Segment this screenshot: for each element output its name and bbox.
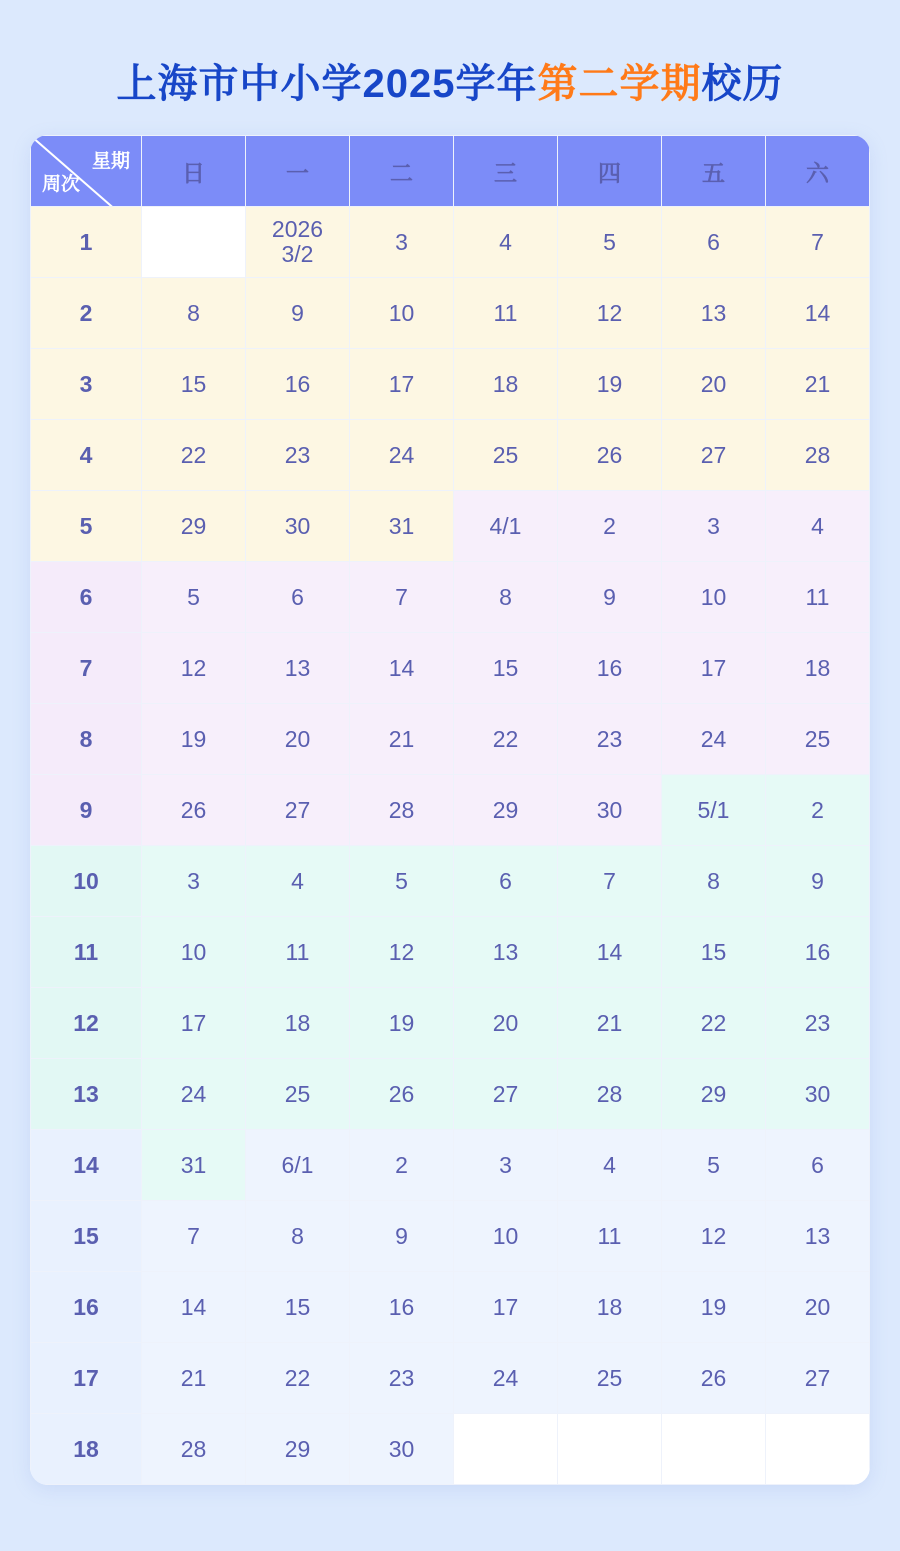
- date-cell: 29: [454, 775, 558, 846]
- calendar-header: [31, 136, 870, 207]
- date-cell: 16: [246, 349, 350, 420]
- date-cell: 15: [142, 349, 246, 420]
- date-cell: 30: [766, 1059, 870, 1130]
- date-cell: 18: [246, 988, 350, 1059]
- table-row: [31, 207, 870, 278]
- header-day-tue: 二: [350, 136, 454, 207]
- date-cell: 23: [350, 1343, 454, 1414]
- date-cell: 10: [454, 1201, 558, 1272]
- date-cell: 25: [766, 704, 870, 775]
- table-row: [31, 775, 870, 846]
- header-day-sun: 日: [142, 136, 246, 207]
- date-cell: 25: [558, 1343, 662, 1414]
- date-cell: 4/1: [454, 491, 558, 562]
- header-day-sat: 六: [766, 136, 870, 207]
- week-number-cell: 18: [31, 1414, 142, 1485]
- date-cell: 19: [350, 988, 454, 1059]
- date-cell: 7: [766, 207, 870, 278]
- empty-cell: [662, 1414, 766, 1485]
- date-cell: 20: [766, 1272, 870, 1343]
- date-cell: 3: [454, 1130, 558, 1201]
- title-part-three: 校历: [701, 62, 784, 106]
- date-cell: 13: [246, 633, 350, 704]
- date-cell: 23: [766, 988, 870, 1059]
- date-cell: 15: [662, 917, 766, 988]
- date-cell: 21: [558, 988, 662, 1059]
- date-cell: 27: [246, 775, 350, 846]
- date-cell: 30: [246, 491, 350, 562]
- header-day-wed: 三: [454, 136, 558, 207]
- date-cell: 24: [454, 1343, 558, 1414]
- date-cell: 12: [558, 278, 662, 349]
- date-cell: 12: [662, 1201, 766, 1272]
- date-cell: 5: [558, 207, 662, 278]
- page-title: [0, 0, 900, 109]
- table-row: [31, 1414, 870, 1485]
- table-row: [31, 278, 870, 349]
- date-cell: 27: [454, 1059, 558, 1130]
- date-cell: 27: [662, 420, 766, 491]
- date-cell: 21: [350, 704, 454, 775]
- week-number-cell: 15: [31, 1201, 142, 1272]
- date-cell: 14: [350, 633, 454, 704]
- date-cell: 28: [558, 1059, 662, 1130]
- header-day-mon: 一: [246, 136, 350, 207]
- date-cell: 9: [246, 278, 350, 349]
- title-part-highlight: 第二学期: [537, 62, 702, 106]
- week-number-cell: 11: [31, 917, 142, 988]
- date-cell: 30: [558, 775, 662, 846]
- calendar-header-row: [31, 136, 870, 207]
- week-number-cell: 3: [31, 349, 142, 420]
- date-cell: 3: [662, 491, 766, 562]
- date-cell: 11: [246, 917, 350, 988]
- table-row: [31, 1201, 870, 1272]
- date-cell: 16: [350, 1272, 454, 1343]
- date-cell: 26: [350, 1059, 454, 1130]
- date-cell: 22: [454, 704, 558, 775]
- table-row: [31, 491, 870, 562]
- date-cell: [246, 207, 350, 278]
- date-cell: 29: [246, 1414, 350, 1485]
- date-cell: 13: [662, 278, 766, 349]
- table-row: [31, 349, 870, 420]
- date-cell: 20: [246, 704, 350, 775]
- date-cell: 3: [142, 846, 246, 917]
- date-cell: 21: [766, 349, 870, 420]
- table-row: [31, 988, 870, 1059]
- week-number-cell: 16: [31, 1272, 142, 1343]
- title-part-one: 上海市中小学2025学年: [116, 62, 538, 106]
- date-label: 3/2: [281, 241, 314, 267]
- date-cell: 3: [350, 207, 454, 278]
- date-cell: 26: [142, 775, 246, 846]
- date-cell: 27: [766, 1343, 870, 1414]
- date-cell: 31: [142, 1130, 246, 1201]
- date-cell: 17: [350, 349, 454, 420]
- date-cell: 5: [142, 562, 246, 633]
- empty-cell: [142, 207, 246, 278]
- week-number-cell: 12: [31, 988, 142, 1059]
- header-weekday-label: 星期: [91, 151, 130, 172]
- date-cell: 18: [558, 1272, 662, 1343]
- date-cell: 6: [766, 1130, 870, 1201]
- table-row: [31, 562, 870, 633]
- date-cell: 10: [350, 278, 454, 349]
- calendar-card: [30, 135, 870, 1485]
- date-cell: 26: [662, 1343, 766, 1414]
- date-cell: 22: [662, 988, 766, 1059]
- date-cell: 23: [246, 420, 350, 491]
- table-row: [31, 420, 870, 491]
- date-cell: 20: [662, 349, 766, 420]
- date-cell: 29: [142, 491, 246, 562]
- week-number-cell: 6: [31, 562, 142, 633]
- date-cell: 25: [246, 1059, 350, 1130]
- date-cell: 28: [766, 420, 870, 491]
- date-cell: 18: [766, 633, 870, 704]
- date-cell: 13: [766, 1201, 870, 1272]
- date-cell: 8: [246, 1201, 350, 1272]
- table-row: [31, 1130, 870, 1201]
- table-row: [31, 917, 870, 988]
- date-cell: 16: [558, 633, 662, 704]
- week-number-cell: 9: [31, 775, 142, 846]
- date-cell: 14: [558, 917, 662, 988]
- date-cell: 8: [662, 846, 766, 917]
- date-cell: 13: [454, 917, 558, 988]
- date-cell: 2: [350, 1130, 454, 1201]
- table-row: [31, 704, 870, 775]
- header-day-thu: 四: [558, 136, 662, 207]
- date-cell: 25: [454, 420, 558, 491]
- date-cell: 22: [246, 1343, 350, 1414]
- date-cell: 14: [142, 1272, 246, 1343]
- date-cell: 15: [246, 1272, 350, 1343]
- date-cell: 4: [558, 1130, 662, 1201]
- date-cell: 11: [558, 1201, 662, 1272]
- week-number-cell: 8: [31, 704, 142, 775]
- year-label: 2026: [271, 215, 324, 242]
- date-cell: 2: [766, 775, 870, 846]
- date-cell: 16: [766, 917, 870, 988]
- header-weeknum-label: 周次: [42, 174, 81, 195]
- date-cell: 24: [350, 420, 454, 491]
- date-cell: 9: [558, 562, 662, 633]
- date-cell: 21: [142, 1343, 246, 1414]
- week-number-cell: 17: [31, 1343, 142, 1414]
- date-cell: 6/1: [246, 1130, 350, 1201]
- date-cell: 9: [766, 846, 870, 917]
- date-cell: 5/1: [662, 775, 766, 846]
- table-row: [31, 633, 870, 704]
- empty-cell: [766, 1414, 870, 1485]
- date-cell: 19: [142, 704, 246, 775]
- week-number-cell: 2: [31, 278, 142, 349]
- date-cell: 10: [662, 562, 766, 633]
- date-cell: 11: [766, 562, 870, 633]
- date-cell: 22: [142, 420, 246, 491]
- date-cell: 23: [558, 704, 662, 775]
- table-row: [31, 846, 870, 917]
- date-cell: 19: [558, 349, 662, 420]
- school-calendar-table: [30, 135, 870, 1485]
- date-cell: 17: [662, 633, 766, 704]
- week-number-cell: 4: [31, 420, 142, 491]
- calendar-body: [31, 207, 870, 1485]
- week-number-cell: 1: [31, 207, 142, 278]
- table-row: [31, 1272, 870, 1343]
- date-cell: 2: [558, 491, 662, 562]
- date-cell: 31: [350, 491, 454, 562]
- date-cell: 6: [454, 846, 558, 917]
- date-cell: 11: [454, 278, 558, 349]
- date-cell: 8: [454, 562, 558, 633]
- date-cell: 14: [766, 278, 870, 349]
- date-cell: 20: [454, 988, 558, 1059]
- date-cell: 24: [662, 704, 766, 775]
- date-cell: 9: [350, 1201, 454, 1272]
- date-cell: 5: [662, 1130, 766, 1201]
- date-cell: 7: [558, 846, 662, 917]
- date-cell: 6: [246, 562, 350, 633]
- date-cell: 7: [350, 562, 454, 633]
- date-cell: 28: [350, 775, 454, 846]
- week-number-cell: 14: [31, 1130, 142, 1201]
- header-day-fri: 五: [662, 136, 766, 207]
- date-cell: 24: [142, 1059, 246, 1130]
- date-cell: 10: [142, 917, 246, 988]
- date-cell: 29: [662, 1059, 766, 1130]
- date-cell: 4: [454, 207, 558, 278]
- date-cell: 30: [350, 1414, 454, 1485]
- date-cell: 28: [142, 1414, 246, 1485]
- date-cell: 15: [454, 633, 558, 704]
- date-cell: 4: [246, 846, 350, 917]
- header-corner-cell: [31, 136, 142, 207]
- table-row: [31, 1343, 870, 1414]
- date-cell: 8: [142, 278, 246, 349]
- date-cell: 12: [142, 633, 246, 704]
- week-number-cell: 13: [31, 1059, 142, 1130]
- empty-cell: [454, 1414, 558, 1485]
- date-cell: 5: [350, 846, 454, 917]
- date-cell: 12: [350, 917, 454, 988]
- date-cell: 19: [662, 1272, 766, 1343]
- date-cell: 4: [766, 491, 870, 562]
- date-cell: 17: [454, 1272, 558, 1343]
- date-cell: 6: [662, 207, 766, 278]
- empty-cell: [558, 1414, 662, 1485]
- date-cell: 18: [454, 349, 558, 420]
- table-row: [31, 1059, 870, 1130]
- date-cell: 26: [558, 420, 662, 491]
- week-number-cell: 5: [31, 491, 142, 562]
- week-number-cell: 10: [31, 846, 142, 917]
- date-cell: 17: [142, 988, 246, 1059]
- week-number-cell: 7: [31, 633, 142, 704]
- date-cell: 7: [142, 1201, 246, 1272]
